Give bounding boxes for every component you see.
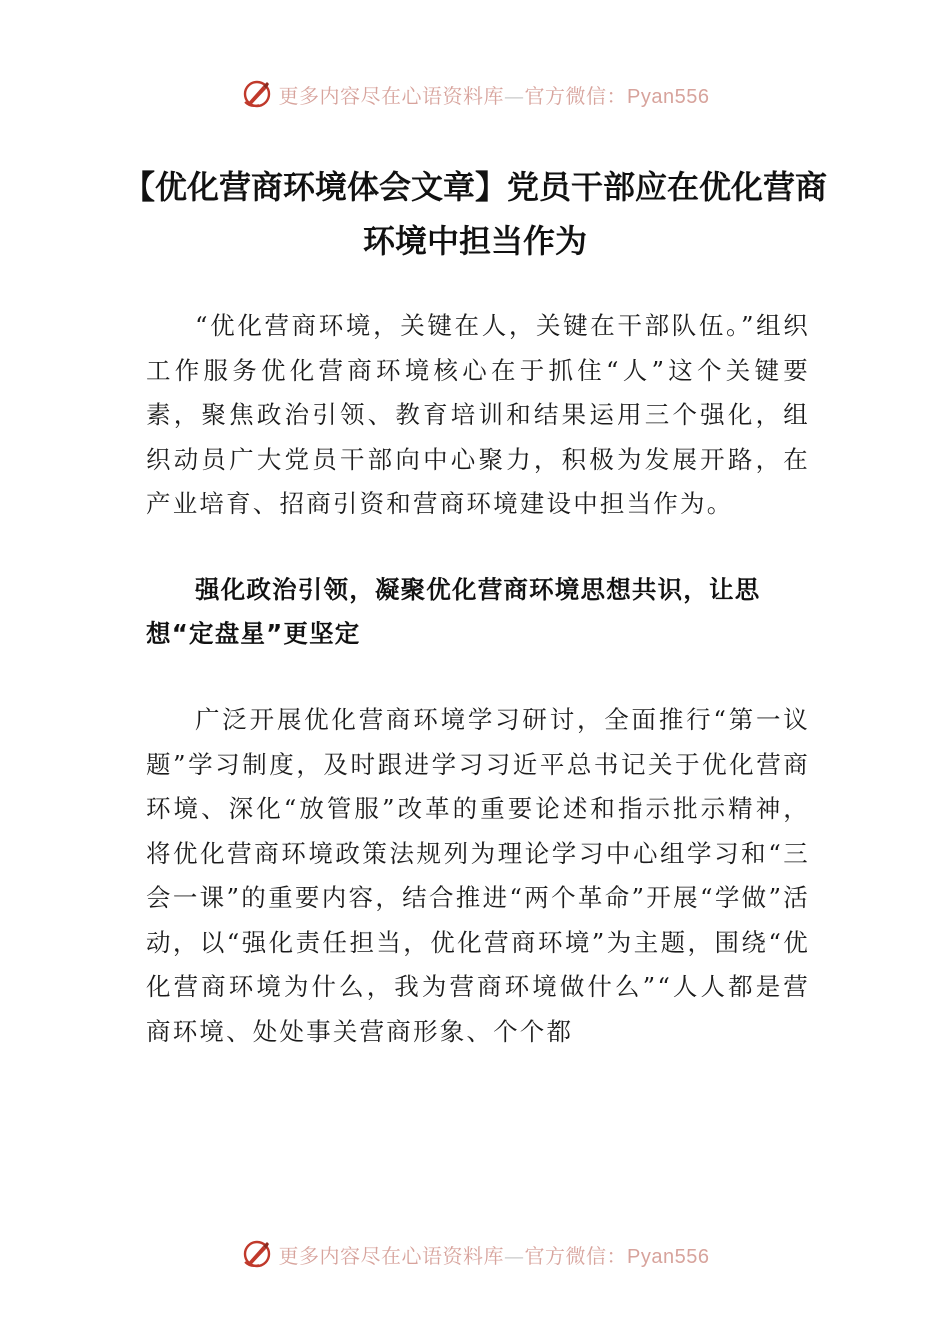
pen-logo-icon bbox=[241, 78, 273, 110]
body-paragraph-1: “优化营商环境，关键在人，关键在干部队伍。”组织工作服务优化营商环境核心在于抓住“人”这个关键要素，聚焦政治引领、教育培训和结果运用三个强化，组织动员广大党员干部向中心聚力，积极为发展开路，在产业培育、招商引资和营商环境建设中担当作为。 bbox=[146, 311, 810, 518]
header-watermark-banner bbox=[0, 72, 950, 116]
watermark-wechat-label: 官方微信： bbox=[524, 1243, 628, 1268]
pen-logo-icon bbox=[241, 1238, 273, 1270]
watermark-main-text: 更多内容尽在心语资料库 bbox=[278, 83, 505, 108]
watermark-text bbox=[279, 1240, 710, 1269]
section-heading-1: 强化政治引领，凝聚优化营商环境思想共识，让思想“定盘星”更坚定 bbox=[146, 575, 761, 648]
watermark-separator: — bbox=[504, 83, 525, 108]
watermark-separator: — bbox=[504, 1243, 525, 1268]
footer-watermark-banner bbox=[0, 1232, 950, 1276]
watermark-wechat-id: Pyan556 bbox=[627, 85, 710, 108]
watermark-text bbox=[279, 80, 710, 109]
watermark-wechat-id: Pyan556 bbox=[627, 1245, 710, 1268]
body-paragraph-2: 广泛开展优化营商环境学习研讨，全面推行“第一议题”学习制度，及时跟进学习习近平总书记关于优化营商环境、深化“放管服”改革的重要论述和指示批示精神，将优化营商环境政策法规列为理论学习中心组学习和“三会一课”的重要内容，结合推进“两个革命”开展“学做”活动，以“强化责任担当，优化营商环境”为主题，围绕“优化营商环境为什么，我为营商环境做什么”“人人都是营商环境、处处事关营商形象、个个都 bbox=[146, 705, 810, 1046]
watermark-wechat-label: 官方微信： bbox=[524, 83, 628, 108]
document-title: 【优化营商环境体会文章】党员干部应在优化营商环境中担当作为 bbox=[122, 168, 827, 260]
watermark-main-text: 更多内容尽在心语资料库 bbox=[278, 1243, 505, 1268]
